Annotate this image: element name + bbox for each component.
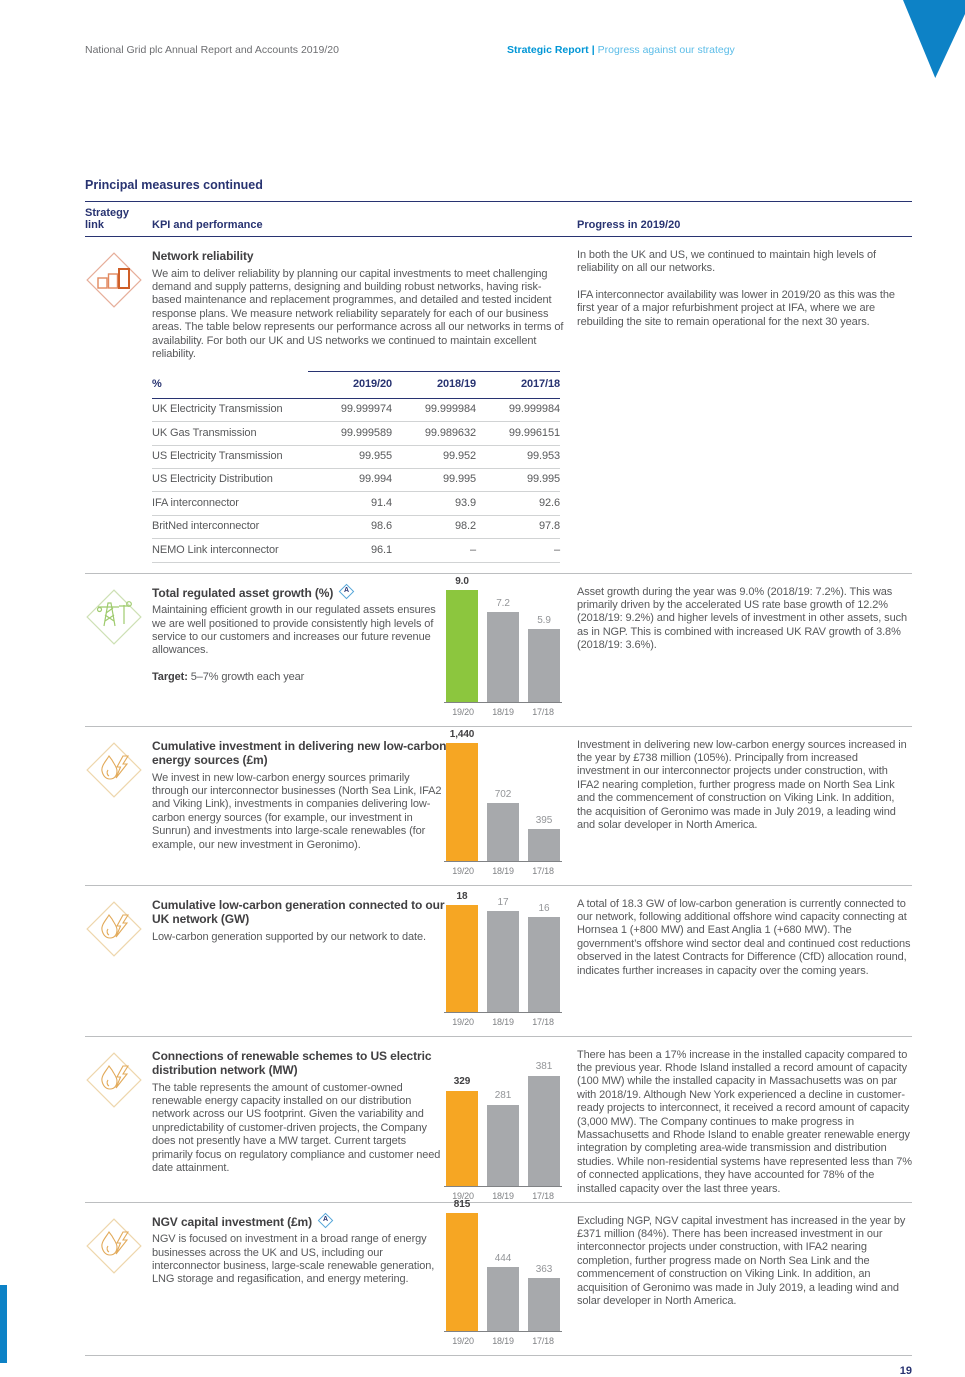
bar-group: [528, 1263, 560, 1331]
flame-bolt-diamond-icon: [85, 1217, 152, 1275]
bar: [446, 1213, 478, 1331]
running-header: [85, 44, 875, 56]
kpi-bar-chart: [444, 890, 562, 1030]
bar-group: [487, 896, 519, 1012]
bar-category-label: 18/19: [492, 1336, 514, 1347]
bar-value-label: 5.9: [537, 614, 551, 626]
kpi-row-network-reliability: [85, 237, 912, 574]
kpi-bar-chart: [444, 1198, 562, 1349]
bar: [487, 911, 519, 1012]
bar: [487, 1105, 519, 1186]
table-row: UK Gas Transmission 99.999589 99.989632 99.996151: [152, 422, 560, 445]
bar-value-label: 9.0: [455, 575, 469, 587]
page-number: 19: [899, 1364, 912, 1377]
bar-category-label: 17/18: [532, 707, 554, 718]
flame-bolt-diamond-icon: [85, 741, 152, 799]
bar-value-label: 702: [494, 788, 512, 800]
bar-value-label: 363: [535, 1263, 553, 1275]
bar-value-label: 381: [535, 1061, 553, 1073]
bar-category-label: 18/19: [492, 707, 514, 718]
column-header-kpi: KPI and performance: [152, 219, 263, 231]
bar-category-label: 17/18: [532, 1190, 554, 1201]
bar-category-label: 17/18: [532, 866, 554, 877]
bar: [528, 829, 560, 861]
kpi-description: Low-carbon generation supported by our network to date.: [152, 930, 426, 943]
bar: [487, 1267, 519, 1331]
table-row: NEMO Link interconnector 96.1 – –: [152, 539, 560, 562]
bar: [487, 612, 519, 702]
bar-group: [487, 788, 519, 861]
bar-value-label: 281: [494, 1090, 512, 1102]
bar: [446, 590, 478, 702]
bar-category-label: 17/18: [532, 1336, 554, 1347]
progress-paragraph: There has been a 17% increase in the installed capacity compared to the previous year. Rhode Island installed a record amount of capacity (100 MW) while the installed capacity in Massachusetts was on par with 2018/19. Although New York experienced a decline in customer-ready projects to interconnect, it received a record amount of capacity (3,000 MW). The Company continues to make progress in Massachusetts and Rhode Island to enable greater renewable energy integration by completing area-wide transmission and distribution studies. While non-residential systems have represented less than 7% of connected applications, they have accounted for 78% of the installed capacity over the last three years.: [577, 1048, 912, 1195]
bar-category-label: 19/20: [452, 866, 474, 877]
table-row: IFA interconnector 91.4 93.9 92.6: [152, 492, 560, 515]
kpi-title: Network reliability: [152, 249, 254, 263]
kpi-target: Target: 5–7% growth each year: [152, 670, 305, 683]
bar-category-label: 17/18: [532, 1017, 554, 1028]
bar: [487, 803, 519, 861]
kpi-description: Maintaining efficient growth in our regulated assets ensures we are well positioned to provide consistently high levels of service to our customers and increases our future revenue allowances.: [152, 604, 436, 657]
kpi-title: Connections of renewable schemes to US electric distribution network (MW): [152, 1048, 432, 1078]
kpi-description: We invest in new low-carbon energy sources primarily through our interconnector businesses (North Sea Link, IFA2 and Viking Link), investments in companies delivering low-carbon energy sources (for example, our investment in Sunrun) and investments into large-scale renewables (for example, our new investment in Geronimo).: [152, 771, 442, 851]
bar-value-label: 329: [453, 1076, 471, 1088]
bar: [446, 1091, 478, 1186]
flame-bolt-diamond-icon: [85, 900, 152, 958]
kpi-title: NGV capital investment (£m) A: [152, 1215, 562, 1230]
bar: [446, 743, 478, 861]
progress-paragraph: Excluding NGP, NGV capital investment has increased in the year by £371 million (84%). There has been increased investment in our interconnector projects under construction, with IFA2 nearing completion, further progress made on North Sea Link and the commencement of construction on Viking Link. In addition, an acquisition of Geronimo was made in July 2019, a leading wind and solar developer in North America.: [577, 1214, 906, 1308]
reliability-table: [152, 371, 560, 562]
bar-value-label: 18: [456, 890, 468, 902]
bar-value-label: 815: [453, 1198, 471, 1210]
progress-paragraph: Investment in delivering new low-carbon energy sources increased in the year by £738 million (105%). Principally from increased investment in our interconnector projects under construction, with IFA2 nearing completion, further progress made on North Sea Link and the commencement of construction on Viking Link. In addition, the acquisition of Geronimo was made in July 2019, a leading wind and solar developer in North America.: [577, 738, 907, 832]
reliability-col-1: 2019/20: [308, 372, 392, 398]
bar: [446, 905, 478, 1012]
kpi-row-low-carbon-generation: [85, 886, 912, 1037]
table-row: UK Electricity Transmission 99.999974 99.999984 99.999984: [152, 398, 560, 421]
progress-paragraph: Asset growth during the year was 9.0% (2018/19: 7.2%). This was primarily driven by the accelerated US rate base growth of 12.2% (2018/19: 9.2%) and higher levels of investment in other assets, such as in NGP. This is combined with increased UK RAV growth of 3.8% (2018/19: 3.6%).: [577, 585, 908, 652]
assurance-a-icon: A: [339, 583, 355, 599]
kpi-title: Total regulated asset growth (%) A: [152, 586, 562, 601]
kpi-description: We aim to deliver reliability by planning our capital investments to meet challenging demand and supply patterns, designing and building robust networks, having risk-based maintenance and replacement programmes, and detailed and tested incident response plans. We measure network reliability separately for each of our business areas. The table below represents our performance across all our networks in terms of availability. For both our UK and US networks we continued to maintain excellent reliability.: [152, 267, 564, 360]
bar-group: [487, 1089, 519, 1185]
bar: [528, 1278, 560, 1331]
kpi-row-ngv-investment: [85, 1198, 912, 1356]
bar-group: [446, 728, 478, 861]
bar-group: [487, 597, 519, 702]
kpi-title: Cumulative low-carbon generation connected to our UK network (GW): [152, 897, 445, 927]
reliability-col-3: 2017/18: [476, 372, 560, 398]
bar-group: [446, 890, 478, 1012]
kpi-row-renewable-connections: [85, 1037, 912, 1203]
flame-bolt-diamond-icon: [85, 1051, 152, 1109]
bar-group: [528, 814, 560, 861]
kpi-bar-chart: [444, 1060, 562, 1203]
kpi-row-low-carbon-investment: [85, 727, 912, 886]
bar-chart-diamond-icon: [85, 251, 152, 309]
kpi-bar-chart: [444, 575, 562, 720]
bar-value-label: 16: [538, 902, 550, 914]
column-header-progress: Progress in 2019/20: [577, 219, 681, 231]
kpi-bar-chart: [444, 728, 562, 879]
bar-category-label: 19/20: [452, 1017, 474, 1028]
bar-value-label: 1,440: [449, 728, 475, 740]
kpi-description: The table represents the amount of customer-owned renewable energy capacity installed on our distribution network across our US footprint. Given the variability and unpredictability of customer-driven projects, the Company does not presently have a MW target. Current targets primarily focus on regulatory compliance and customer need date attainment.: [152, 1081, 441, 1175]
bar-group: [528, 614, 560, 702]
subsection-name: Progress against our strategy: [597, 44, 735, 56]
kpi-title: Cumulative investment in delivering new low-carbon energy sources (£m): [152, 738, 447, 768]
bar-group: [528, 1060, 560, 1185]
bar-category-label: 19/20: [452, 1336, 474, 1347]
reliability-col-2: 2018/19: [392, 372, 476, 398]
bar-group: [528, 902, 560, 1012]
assurance-a-icon: A: [318, 1212, 334, 1228]
bar-category-label: 19/20: [452, 707, 474, 718]
bar-category-label: 19/20: [452, 1190, 474, 1201]
header-separator: |: [591, 44, 595, 56]
bar-group: [487, 1252, 519, 1331]
report-title: National Grid plc Annual Report and Accounts 2019/20: [85, 44, 339, 56]
table-column-headers: [85, 201, 912, 237]
page-title: Principal measures continued: [85, 178, 263, 192]
kpi-row-asset-growth: [85, 574, 912, 727]
pylon-diamond-icon: [85, 588, 152, 646]
table-row: US Electricity Transmission 99.955 99.952 99.953: [152, 445, 560, 468]
progress-paragraph: IFA interconnector availability was lower in 2019/20 as this was the first year of a major refurbishment project at IFA, where we are rebuilding the site to remain operational for the next 30 years.: [577, 288, 895, 328]
bar: [528, 1076, 560, 1186]
bar-category-label: 18/19: [492, 1190, 514, 1201]
table-row: BritNed interconnector 98.6 98.2 97.8: [152, 515, 560, 538]
bar-group: [446, 1198, 478, 1331]
bar-value-label: 17: [497, 896, 509, 908]
bar-group: [446, 1075, 478, 1185]
bar-group: [446, 575, 478, 702]
section-edge-tab: [0, 1285, 7, 1363]
progress-paragraph: In both the UK and US, we continued to maintain high levels of reliability on all our networks.: [577, 249, 876, 275]
progress-paragraph: A total of 18.3 GW of low-carbon generation is currently connected to our network, following additional offshore wind capacity connecting at Hornsea 1 (+800 MW) and East Anglia 1 (+680 MW). The government’s offshore wind sector deal and continued cost reductions observed in the latest Contracts for Difference (CfD) allocation round, indicates further increases in capacity over the coming years.: [577, 897, 911, 977]
table-row: US Electricity Distribution 99.994 99.995 99.995: [152, 468, 560, 491]
page-content: [85, 178, 912, 1377]
bar-value-label: 7.2: [496, 597, 510, 609]
bar: [528, 629, 560, 702]
bar-value-label: 395: [535, 814, 553, 826]
bar-category-label: 18/19: [492, 1017, 514, 1028]
column-header-strategy-link: Strategy link: [85, 207, 130, 231]
bar-value-label: 444: [494, 1252, 512, 1264]
reliability-unit: %: [152, 372, 308, 398]
bar-category-label: 18/19: [492, 866, 514, 877]
kpi-description: NGV is focused on investment in a broad range of energy businesses across the UK and US, including our interconnector business, large-scale renewable generation, LNG storage and regasification, and energy metering.: [152, 1233, 435, 1286]
bar: [528, 917, 560, 1012]
section-name: Strategic Report: [507, 44, 589, 56]
corner-triangle-decoration: [903, 0, 965, 78]
